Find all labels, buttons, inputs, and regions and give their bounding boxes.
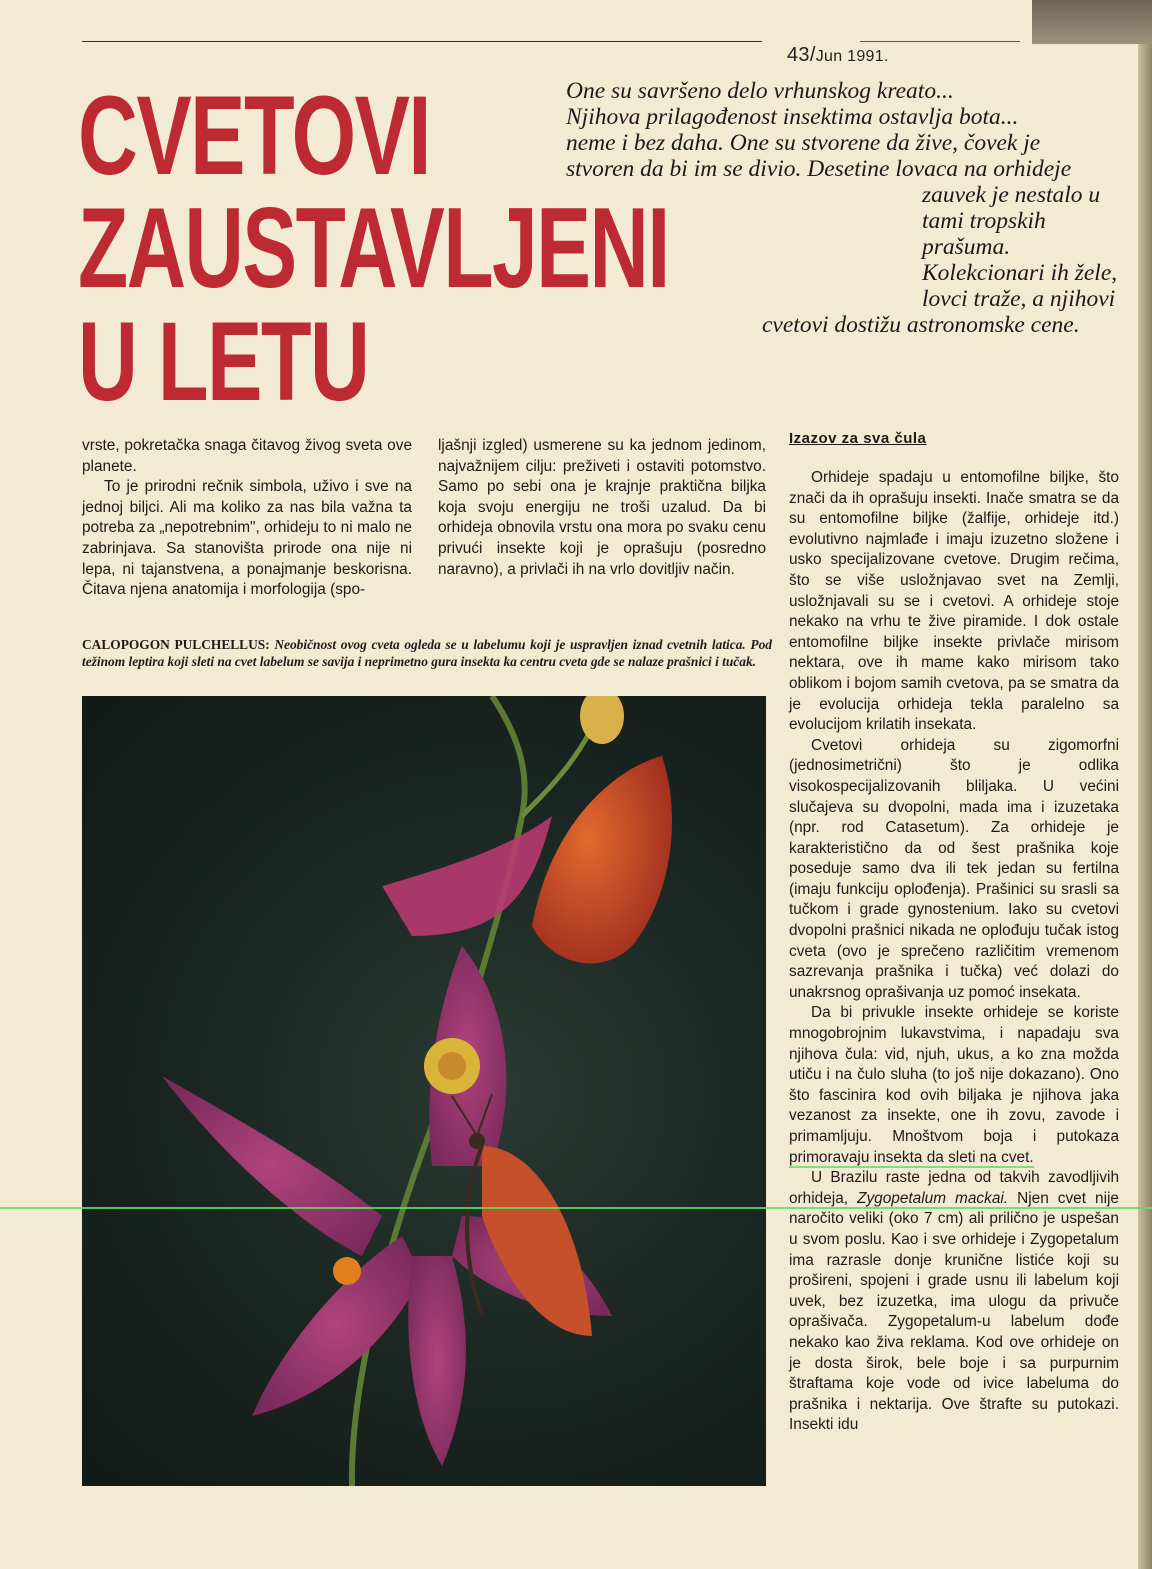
paragraph: ljašnji izgled) usmerene su ka jednom jedinom, najvažnijem cilju: preživeti i ostaviti potomstvo. Samo po sebi ona je krajnje praktična biljka koja svoju energiju ne troši uzalud. Da bi orhideja obnovila vrstu ona mora po svaku cenu privući insekte koji je oprašuju (posredno naravno), a privlači ih na vrlo dovitljiv način. [438, 437, 766, 578]
intro-line: stvoren da bi im se divio. Desetine lovaca na orhideje [566, 156, 1072, 182]
intro-line: Kolekcionari ih žele, [922, 260, 1118, 286]
headline-line-2: ZAUSTAVLJENI [78, 185, 669, 312]
intro-line: lovci traže, a njihovi [922, 286, 1116, 312]
intro-line: One su savršeno delo vrhunskog kreato... [566, 78, 954, 104]
orchid-photo [82, 696, 766, 1486]
intro-line: prašuma. [922, 234, 1011, 260]
page-edge-shadow [1138, 0, 1152, 1569]
issue-month: Jun [815, 48, 843, 65]
text-column-3 [789, 468, 1119, 1436]
intro-line: tami tropskih [922, 208, 1046, 234]
paragraph: Cvetovi orhideja su zigomorfni (jednosimetrični) što je odlika visokospecijalizovanih bliljaka. U većini slučajeva su dvopolni, mada ima i izuzetaka (npr. rod Catasetum). Za orhideje je karakteristično da od šest prašnika koje poseduje samo dva ili tek jedan su fertilna (imaju funkciju oplođenja). Prašinici su srasli sa tučkom i grade gynostenium. Iako su cvetovi dvopolni prašnici nikada ne oplođuju tučak istog cveta (ovo je sprečeno različitim vremenom sazrevanja prašnika i tučka) već dolazi do unakrsnog oprašivanja uz pomoć insekata. [789, 736, 1119, 1001]
intro-line: cvetovi dostižu astronomske cene. [762, 312, 1080, 338]
scan-artifact-line [0, 1207, 1152, 1209]
paragraph: Orhideje spadaju u entomofilne biljke, što znači da ih oprašuju insekti. Inače smatra se da su entomofilne biljke (žalfije, orhideje itd.) evolutivno najmlađe i imaju izuzetno složene i usko specijalizovane cvetove. Drugim rečima, što se više usložnjavao svet na Zemlji, usložnjavali su se i cvetovi. A orhideje stoje nekako na vrhu te žive piramide. I dok ostale entomofilne biljke insekte privlače mirisom nektara, ove ih mame kako mirisom tako oblikom i bojom samih cvetova, pa se smatra da je evolucija orhideja tekla paralelno sa evolucijom krilatih insekata. [789, 469, 1119, 734]
article-intro [566, 78, 1136, 338]
intro-line: zauvek je nestalo u [922, 182, 1101, 208]
issue-number: 43/ [787, 44, 816, 66]
orchid-illustration [82, 696, 766, 1486]
paragraph-text: U Brazilu raste jedna od takvih zavodljivih orhideja, [789, 1169, 1119, 1207]
caption-species: CALOPOGON PULCHELLUS: [82, 637, 270, 652]
paragraph-text: Da bi privukle insekte orhideje se koriste mnogobrojnim lukavstvima, i napadaju sva njihova čula: vid, njuh, ukus, a ko zna možda utiču i na čulo sluha (to još nije dokazano). Ono što fascinira kod ovih biljaka je njihova jaka vezanost za insekte, one ih zovu, zavode i primamljuju. Mnoštvom boja i putokaza [789, 1004, 1119, 1145]
paragraph [789, 1003, 1119, 1168]
text-column-2 [438, 436, 766, 580]
header-rule [82, 41, 762, 42]
torn-corner [1032, 0, 1152, 44]
headline-line-3: U LETU [78, 299, 369, 424]
photo-caption [82, 636, 772, 670]
intro-line: Njihova prilagođenost insektima ostavlja bota... [566, 104, 1019, 130]
paragraph: To je prirodni rečnik simbola, uživo i sve na jednoj biljci. Ali ma koliko za nas bila važna ta potreba za „nepotrebnim", orhideju to ni malo ne zabrinjava. Sa stanovišta prirode ona nije ni lepa, ni tajanstvena, a ponajmanje beskorisna. Čitava njena anatomija i morfologija (spo- [82, 478, 412, 599]
paragraph-text: Njen cvet nije naročito veliki (oko 7 cm) ali prilično je uspešan u svom poslu. Kao i sve orhideje i Zygopetalum ima razrasle donje krunične listiće koji su prošireni, spojeni i grade usnu ili labelum koji uvek, bez izuzetka, ima ulogu da privuče oprašivača. Zygopetalum-u labelum dođe nekako kao živa reklama. Kod ove orhideje on je dosta širok, bele boje i sa purpurnim štraftama koje vode od ivice labeluma do prašnika i nektarija. Ove štrafte su putokazi. Insekti idu [789, 1189, 1119, 1434]
intro-line: neme i bez daha. One su stvorene da žive, čovek je [566, 130, 1041, 156]
highlighted-text: primoravaju insekta da sleti na cvet. [789, 1148, 1034, 1166]
species-name: Zygopetalum mackai. [857, 1189, 1009, 1207]
headline-line-1: CVETOVI [78, 73, 430, 198]
caption-text: Neobičnost ovog cveta ogleda se u labelumu koji je uspravljen iznad cvetnih latica. Pod težinom leptira koji sleti na cvet labelum se savija i neprimetno gura insekta ka centru cveta gde se nalaze prašnici i tučak. [82, 637, 772, 669]
issue-year: 1991. [847, 48, 889, 65]
issue-label [787, 44, 889, 67]
paragraph: vrste, pokretačka snaga čitavog živog sveta ove planete. [82, 437, 412, 475]
header-rule-right [860, 41, 1020, 42]
text-column-1 [82, 436, 412, 601]
section-heading: Izazov za sva čula [789, 430, 927, 447]
